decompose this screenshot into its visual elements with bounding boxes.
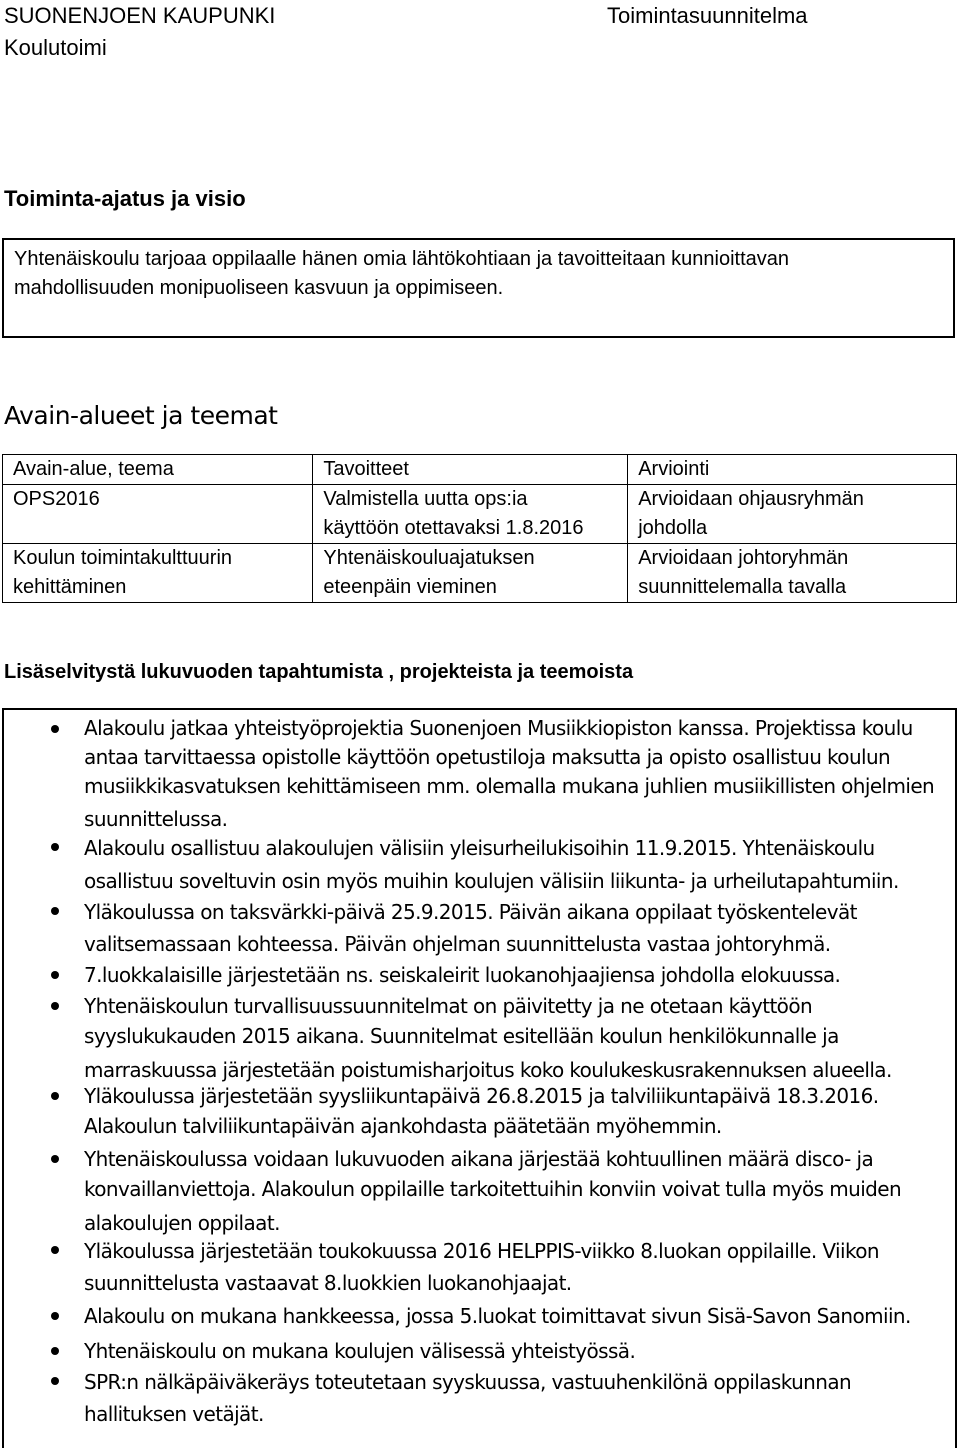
item-line: 7.luokkalaisille järjestetään ns. seiskaleirit luokanohjaajiensa johdolla elokuussa. — [84, 963, 841, 987]
bullet-icon — [51, 1246, 59, 1254]
list-item — [84, 714, 944, 834]
bullet-icon — [51, 843, 59, 851]
cell-line: Koulun toimintakulttuurin — [13, 547, 233, 569]
item-line: Yhtenäiskoulun turvallisuussuunnitelmat on päivitetty ja ne otetaan käyttöön — [84, 994, 813, 1018]
more-info-box — [2, 708, 957, 1448]
item-line: Alakoulu jatkaa yhteistyöprojektia Suonenjoen Musiikkiopiston kanssa. Projektissa koulu — [84, 716, 913, 740]
column-header: Tavoitteet — [313, 455, 628, 485]
table-cell — [313, 544, 628, 603]
item-line: Alakoulu on mukana hankkeessa, jossa 5.luokat toimittavat sivun Sisä-Savon Sanomiin. — [84, 1304, 911, 1328]
bullet-icon — [51, 1155, 59, 1163]
item-line: Yläkoulussa järjestetään syysliikuntapäivä 26.8.2015 ja talviliikuntapäivä 18.3.2016. — [84, 1084, 879, 1108]
item-line: osallistuu soveltuvin osin myös muihin koulujen välisiin liikunta- ja urheilutapahtumiin. — [84, 869, 899, 893]
item-line: suunnittelussa. — [84, 807, 228, 831]
item-line: SPR:n nälkäpäiväkeräys toteutetaan syyskuussa, vastuuhenkilönä oppilaskunnan — [84, 1370, 852, 1394]
cell-line: Yhtenäiskouluajatuksen — [323, 547, 535, 569]
item-line: musiikkikasvatuksen kehittämiseen mm. olemalla mukana juhlien musiikillisten ohjelmien — [84, 774, 935, 798]
cell-line: suunnittelemalla tavalla — [638, 576, 847, 598]
more-info-title: Lisäselvitystä lukuvuoden tapahtumista , projekteista ja teemoista — [4, 661, 634, 683]
cell-line: käyttöön otettavaksi 1.8.2016 — [323, 517, 584, 539]
cell-line: Arvioidaan johtoryhmän — [638, 547, 849, 569]
vision-box — [2, 238, 955, 338]
list-item — [84, 1336, 944, 1366]
bullet-icon — [51, 725, 59, 733]
bullet-icon — [51, 1377, 59, 1385]
item-line: Yhtenäiskoulu on mukana koulujen välisessä yhteistyössä. — [84, 1339, 636, 1363]
item-line: antaa tarvittaessa opistolle käyttöön opetustiloja maksutta ja opisto osallistuu koulun — [84, 745, 891, 769]
item-line: konvaillanviettoja. Alakoulun oppilaille tarkoitettuihin konviin voivat tulla myös muiden — [84, 1177, 902, 1201]
list-item — [84, 832, 944, 898]
table-cell — [628, 544, 957, 603]
table-cell — [3, 485, 313, 544]
bullet-icon — [51, 907, 59, 915]
item-line: suunnittelusta vastaavat 8.luokkien luokanohjaajat. — [84, 1271, 572, 1295]
bullet-icon — [51, 1312, 59, 1320]
vision-line: mahdollisuuden monipuoliseen kasvuun ja oppimiseen. — [14, 277, 504, 299]
item-line: alakoulujen oppilaat. — [84, 1211, 280, 1235]
cell-line: johdolla — [638, 517, 708, 539]
table-header-row — [3, 455, 957, 485]
bullet-icon — [51, 971, 59, 979]
areas-table — [2, 454, 957, 603]
vision-line: Yhtenäiskoulu tarjoaa oppilaalle hänen omia lähtökohtiaan ja tavoitteitaan kunnioittavan — [14, 248, 789, 270]
item-line: valitsemassaan kohteessa. Päivän ohjelman suunnittelusta vastaa johtoryhmä. — [84, 932, 831, 956]
cell-line: eteenpäin vieminen — [323, 576, 497, 598]
item-line: marraskuussa järjestetään poistumisharjoitus koko koulukeskusrakennuksen alueella. — [84, 1058, 892, 1082]
bullet-icon — [51, 1002, 59, 1010]
list-item — [84, 1301, 944, 1331]
column-header: Avain-alue, teema — [3, 455, 313, 485]
list-item — [84, 1081, 944, 1141]
item-line: Yläkoulussa järjestetään toukokuussa 2016 HELPPIS-viikko 8.luokan oppilaille. Viikon — [84, 1239, 879, 1263]
list-item — [84, 1366, 944, 1430]
table-row — [3, 544, 957, 603]
table-cell — [628, 485, 957, 544]
item-line: hallituksen vetäjät. — [84, 1402, 264, 1426]
item-line: Alakoulun talviliikuntapäivän ajankohdasta päätetään myöhemmin. — [84, 1114, 722, 1138]
item-line: syyslukukauden 2015 aikana. Suunnitelmat esitellään koulun henkilökunnalle ja — [84, 1024, 839, 1048]
list-item — [84, 896, 944, 960]
department: Koulutoimi — [4, 35, 107, 60]
item-line: Yläkoulussa on taksvärkki-päivä 25.9.2015. Päivän aikana oppilaat työskentelevät — [84, 900, 857, 924]
org-name: SUONENJOEN KAUPUNKI — [4, 3, 276, 28]
list-item — [84, 1144, 944, 1238]
cell-line: Arvioidaan ohjausryhmän — [638, 488, 864, 510]
table-cell — [3, 544, 313, 603]
document-type: Toimintasuunnitelma — [607, 3, 808, 28]
cell-line: OPS2016 — [13, 488, 100, 510]
areas-title: Avain-alueet ja teemat — [4, 401, 278, 430]
table-row — [3, 485, 957, 544]
list-item — [84, 1235, 944, 1299]
bullet-icon — [51, 1347, 59, 1355]
header-left — [4, 0, 275, 64]
cell-line: Valmistella uutta ops:ia — [323, 488, 528, 510]
item-line: Yhtenäiskoulussa voidaan lukuvuoden aikana järjestää kohtuullinen määrä disco- ja — [84, 1147, 874, 1171]
cell-line: kehittäminen — [13, 576, 127, 598]
bullet-icon — [51, 1092, 59, 1100]
vision-title: Toiminta-ajatus ja visio — [4, 186, 246, 211]
table-cell — [313, 485, 628, 544]
list-item — [84, 960, 944, 990]
list-item — [84, 991, 944, 1085]
column-header: Arviointi — [628, 455, 957, 485]
item-line: Alakoulu osallistuu alakoulujen välisiin yleisurheilukisoihin 11.9.2015. Yhtenäiskoulu — [84, 836, 875, 860]
